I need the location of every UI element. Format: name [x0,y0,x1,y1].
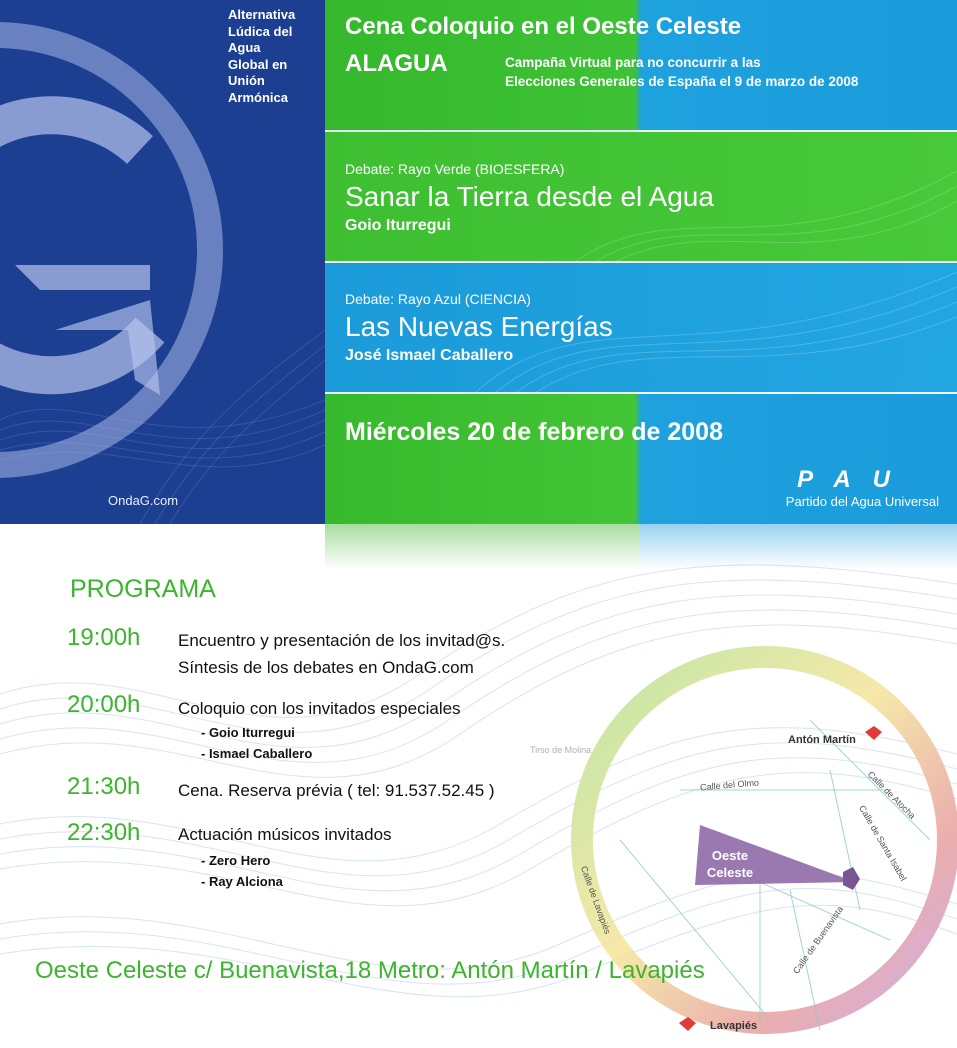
location-map [560,640,957,1048]
acronym-line: Unión [228,73,265,88]
street-santa-isabel: Calle de Santa Isabel [857,803,909,883]
divider [325,261,957,263]
acronym-line: Global en [228,56,288,72]
debate2-title: Las Nuevas Energías [345,311,613,342]
brand-title: ALAGUA [345,50,448,77]
debate1-speaker: Goio Iturregui [345,217,451,234]
program-item: Coloquio con los invitados especiales [178,699,461,718]
station-anton-martin: Antón Martín [788,734,856,746]
street-lavapies: Calle de Lavapiés [578,864,613,936]
venue-label: Oeste Celeste [706,848,754,880]
divider [325,130,957,132]
date-block [325,393,957,524]
venue-address: Oeste Celeste c/ Buenavista,18 Metro: Antón Martín / Lavapiés [35,957,705,984]
street-atocha: Calle de Atocha [865,769,918,821]
acronym-block [228,7,295,106]
event-date: Miércoles 20 de febrero de 2008 [345,418,723,446]
street-buenavista: Calle de Buenavista [790,904,846,976]
street-olmo: Calle del Olmo [699,777,760,793]
program-time: 20:00h [67,691,141,718]
header-block [325,0,957,131]
party-name: Partido del Agua Universal [785,494,939,509]
program-time: 22:30h [67,819,141,846]
debate1-label: Debate: Rayo Verde (BIOESFERA) [345,161,565,177]
program-item: Encuentro y presentación de los invitad@s. Síntesis de los debates en OndaG.com [178,631,506,677]
left-site-link[interactable]: OndaG.com [108,493,179,508]
station-lavapies: Lavapiés [710,1020,758,1032]
program-item: Actuación músicos invitados [178,825,392,844]
event-title: Cena Coloquio en el Oeste Celeste [345,13,742,40]
divider [325,392,957,394]
program-heading: PROGRAMA [70,575,216,603]
program-item: Cena. Reserva prévia ( tel: 91.537.52.45 ) [178,781,495,800]
acronym-line: Lúdica del [228,23,293,39]
acronym-line: Armónica [228,89,288,105]
debate-green-block [325,131,957,262]
program-time: 19:00h [67,624,141,651]
program-time: 21:30h [67,773,141,800]
acronym-line: Alternativa [228,7,296,22]
campaign-text: Campaña Virtual para no concurrir a las Elecciones Generales de España el 9 de marzo de 2008 [505,55,859,89]
acronym-line: Agua [228,40,261,55]
left-logo-panel [0,0,325,524]
station-tirso: Tirso de Molina [530,745,592,755]
program-subitem: - Zero Hero - Ray Alciona [201,853,283,889]
party-acronym: PAU [797,466,912,493]
debate1-title: Sanar la Tierra desde el Agua [345,181,714,212]
debate2-label: Debate: Rayo Azul (CIENCIA) [345,291,531,307]
debate2-speaker: José Ismael Caballero [345,347,514,364]
program-subitem: - Goio Iturregui - Ismael Caballero [201,725,313,761]
debate-blue-block [325,262,957,393]
